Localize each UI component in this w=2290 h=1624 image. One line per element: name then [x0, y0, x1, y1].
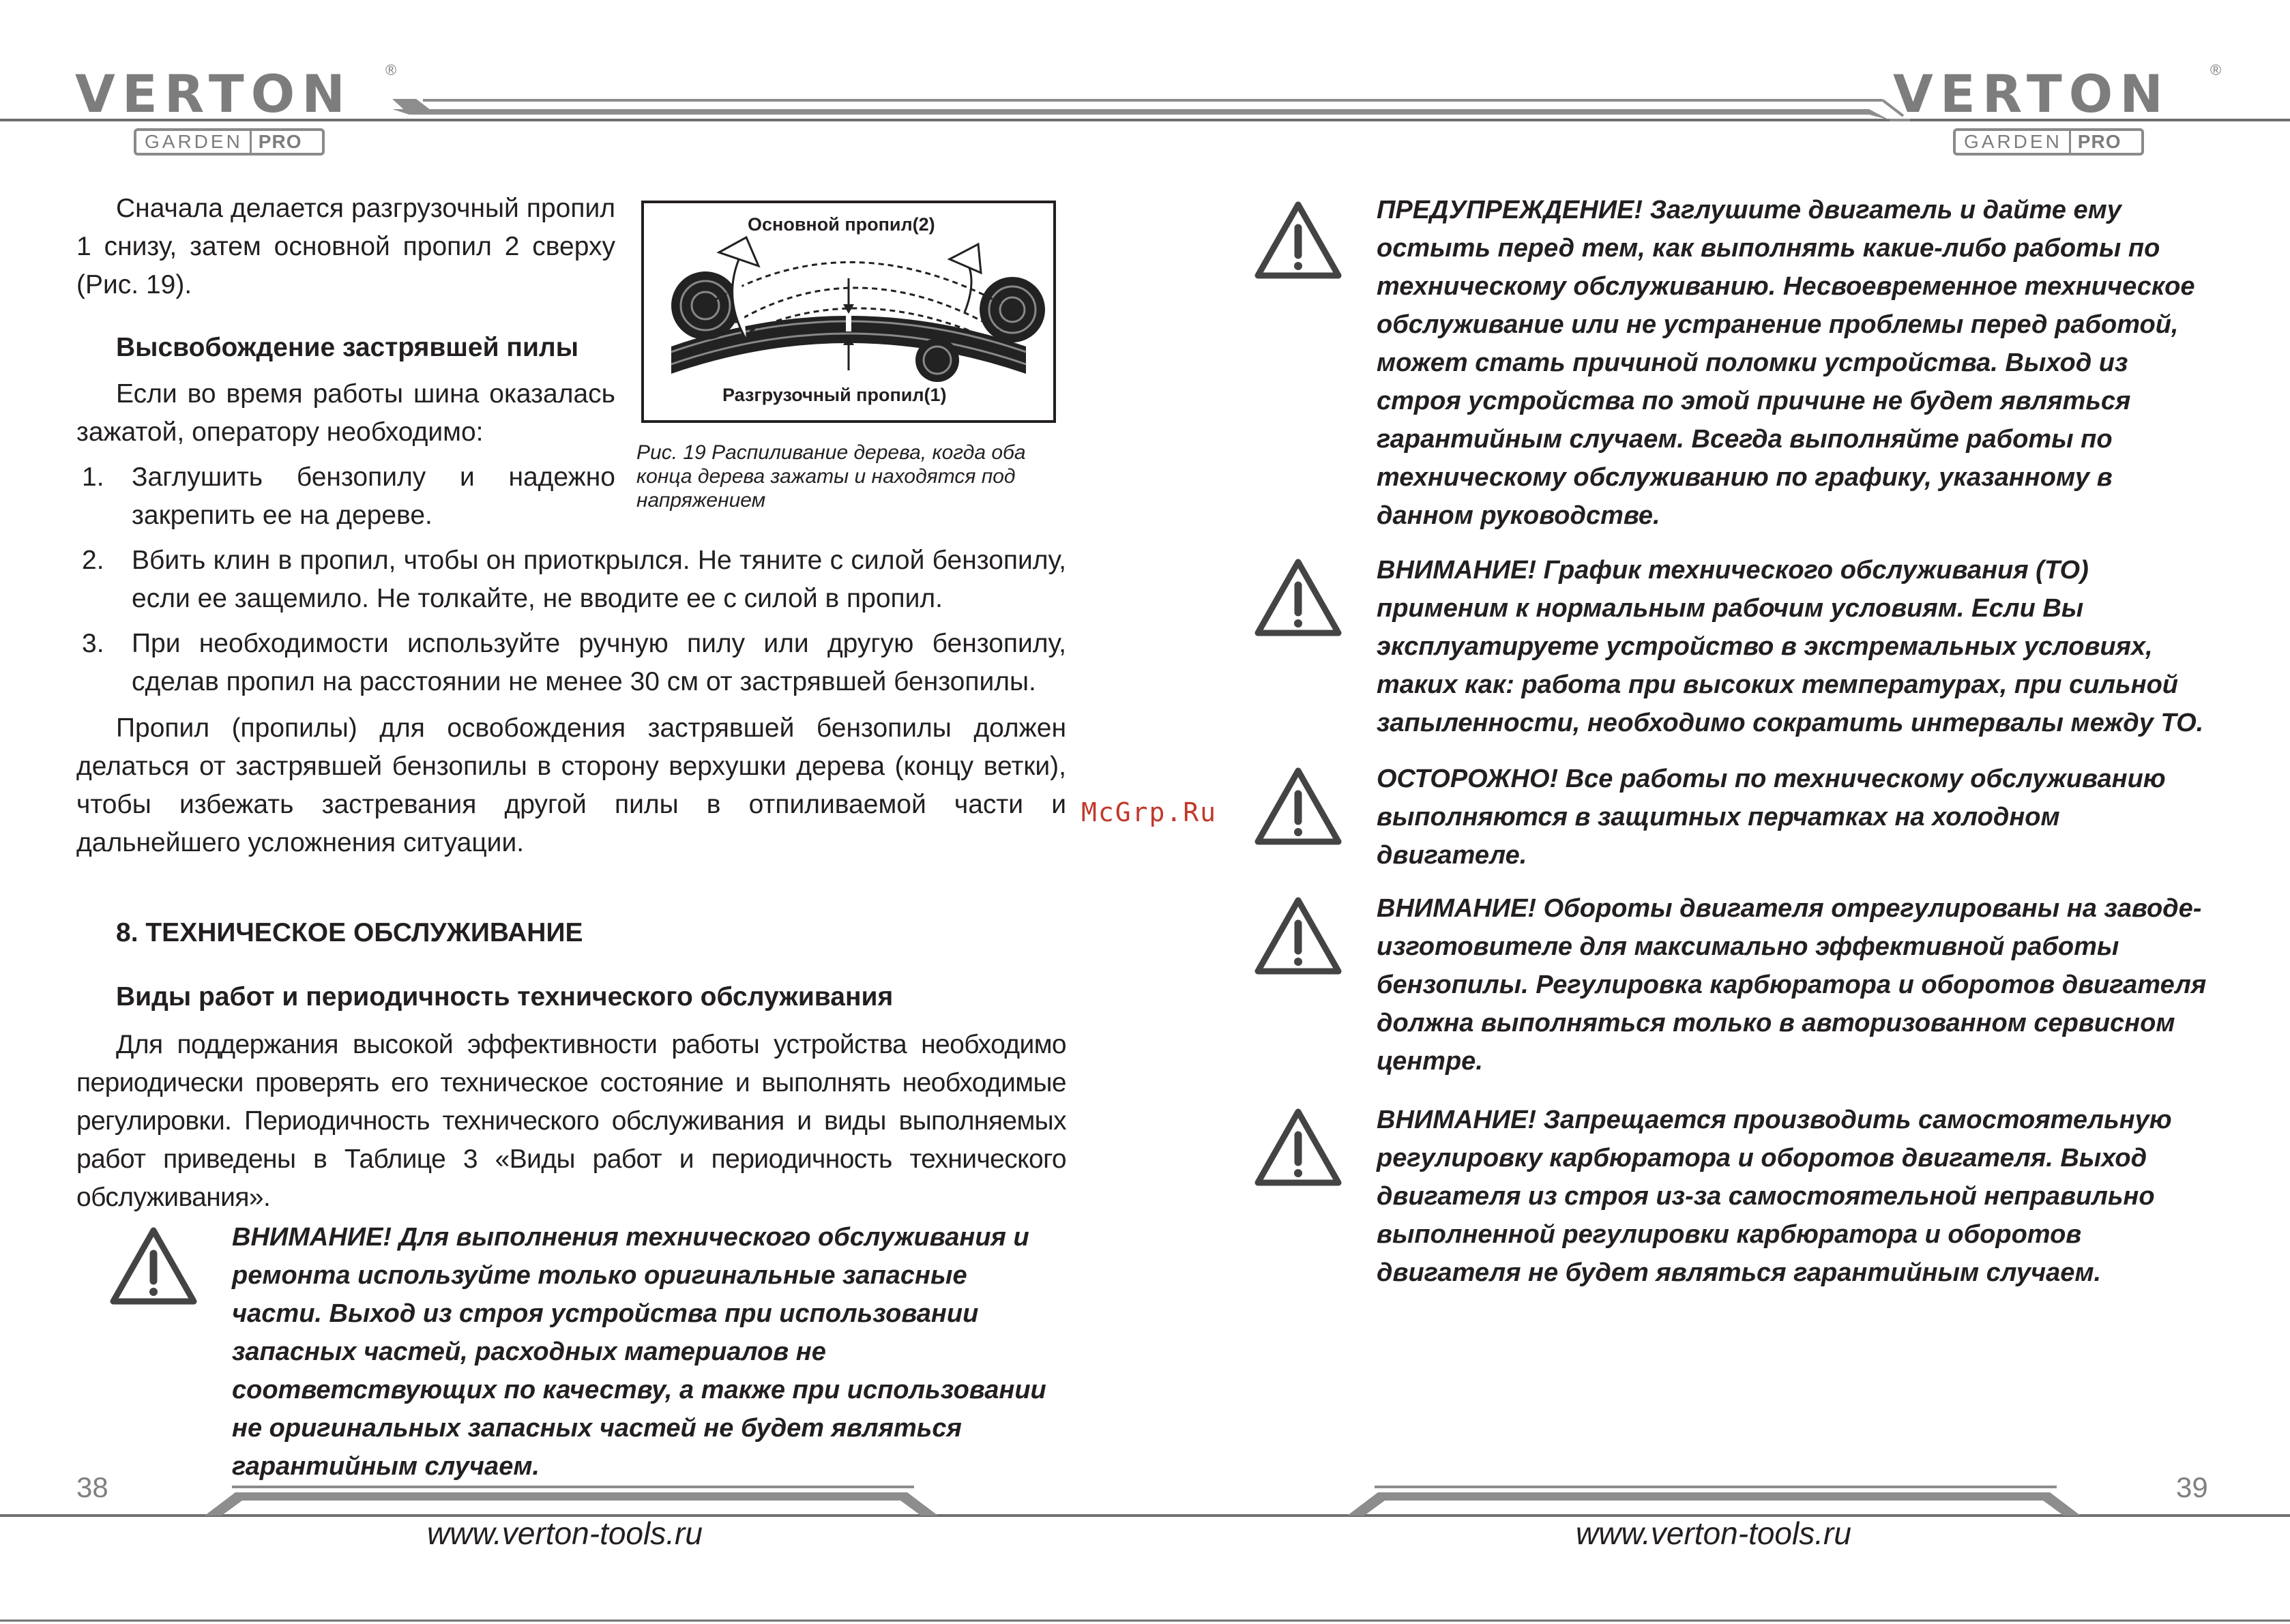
warning-icon — [1254, 896, 1342, 975]
brand-name: VERTON — [1893, 63, 2170, 124]
warning-icon — [1254, 201, 1342, 280]
subheading-types: Виды работ и периодичность технического обслуживания — [116, 982, 894, 1012]
types-paragraph: Для поддержания высокой эффективности работы устройства необходимо периодически проверять его техническое состояние и выполнять необходимые регулировки. Периодичность технического обслуживания и виды выполняемых работ приведены в Таблице 3 «Виды работ и периодичность технического обслуживания». — [76, 1030, 1066, 1212]
list-text: Заглушить бензопилу и надежно закрепить ее на дереве. — [132, 462, 615, 530]
figure-label-bottom: Разгрузочный пропил(1) — [722, 385, 947, 405]
page-number-right: 39 — [2176, 1471, 2208, 1503]
list-text: Вбить клин в пропил, чтобы он приоткрылся. Не тяните с силой бензопилу, если ее защемило. Не толкайте, не вводите ее с силой в пропил. — [132, 546, 1066, 613]
registered-mark: ® — [2210, 61, 2222, 78]
warning-text: ОСТОРОЖНО! Все работы по техническому обслуживанию выполняются в защитных перчатках на холодном двигателе. — [1377, 765, 2166, 870]
list-text: При необходимости используйте ручную пилу или другую бензопилу, сделав пропил на расстоянии не менее 30 см от застрявшей бензопилы. — [132, 629, 1066, 696]
garden-pro-badge-right — [1953, 128, 2144, 156]
footer-url-left[interactable]: www.verton-tools.ru — [427, 1516, 703, 1551]
list-item — [82, 458, 615, 535]
logo-right — [1893, 61, 2222, 124]
list-number: 3. — [82, 629, 104, 658]
pro-label: PRO — [258, 131, 302, 152]
warning-text: ВНИМАНИЕ! Для выполнения технического обслуживания и ремонта используйте только оригинальные запасные части. Выход из строя устройства при использовании запасных частей, расходных материалов не соответствующих по качеству, а также при использовании не оригинальных запасных частей не будет являться гарантийным случаем. — [232, 1223, 1046, 1481]
warning-icon — [1254, 1108, 1342, 1187]
section-heading: 8. ТЕХНИЧЕСКОЕ ОБСЛУЖИВАНИЕ — [116, 918, 583, 947]
list-item — [82, 542, 1066, 618]
garden-label: GARDEN — [145, 131, 243, 152]
brand-name: VERTON — [75, 63, 352, 124]
pro-label: PRO — [2077, 131, 2122, 152]
release-intro: Если во время работы шина оказалась зажатой, оператору необходимо: — [76, 379, 615, 447]
list-number: 2. — [82, 546, 104, 575]
watermark: McGrp.Ru — [1081, 797, 1218, 827]
garden-label: GARDEN — [1964, 131, 2062, 152]
subheading-release: Высвобождение застрявшей пилы — [116, 333, 579, 362]
figure-caption: Рис. 19 Распиливание дерева, когда оба конца дерева зажаты и находятся под напряжением — [636, 441, 1026, 512]
page-number-left: 38 — [76, 1471, 108, 1503]
garden-pro-badge-left — [134, 128, 325, 156]
warning-text: ПРЕДУПРЕЖДЕНИЕ! Заглушите двигатель и дайте ему остыть перед тем, как выполнять какие-либо работы по техническому обслуживанию. Несвоевременное техническое обслуживание или не устранение проблемы перед работой, может стать причиной поломки устройства. Выход из строя устройства по этой причине не будет являться гарантийным случаем. Всегда выполняйте работы по техническому обслуживанию по графику, указанному в данном руководстве. — [1377, 196, 2195, 530]
figure-label-top: Основной пропил(2) — [748, 214, 935, 235]
release-paragraph: Пропил (пропилы) для освобождения застрявшей бензопилы должен делаться от застрявшей бензопилы в сторону верхушки дерева (концу ветки), чтобы избежать застревания другой пилы в отпиливаемой части и дальнейшего усложнения ситуации. — [76, 713, 1066, 857]
warning-text: ВНИМАНИЕ! График технического обслуживания (ТО) применим к нормальным рабочим условиям. Если Вы эксплуатируете устройство в экстремальных условиях, таких как: работа при высоких температурах, при сильной запыленности, необходимо сократить интервалы между ТО. — [1377, 556, 2204, 737]
footer-url-right[interactable]: www.verton-tools.ru — [1576, 1516, 1851, 1551]
registered-mark: ® — [385, 61, 397, 78]
warning-icon — [1254, 767, 1342, 846]
warning-icon — [109, 1226, 198, 1305]
figure-19 — [641, 201, 1056, 423]
warning-text: ВНИМАНИЕ! Обороты двигателя отрегулированы на заводе-изготовителе для максимально эффективной работы бензопилы. Регулировка карбюратора и оборотов двигателя должна выполняться только в авторизованном сервисном центре. — [1377, 894, 2207, 1076]
list-number: 1. — [82, 462, 104, 492]
list-item — [82, 625, 1066, 701]
warning-text: ВНИМАНИЕ! Запрещается производить самостоятельную регулировку карбюратора и оборотов двигателя. Выход двигателя из строя из-за самостоятельной неправильно выполненной регулировки карбюратора и оборотов двигателя не будет являться гарантийным случаем. — [1377, 1106, 2172, 1287]
warning-icon — [1254, 558, 1342, 637]
logo-left — [75, 61, 397, 124]
intro-paragraph: Сначала делается разгрузочный пропил 1 снизу, затем основной пропил 2 сверху (Рис. 19). — [76, 194, 615, 299]
